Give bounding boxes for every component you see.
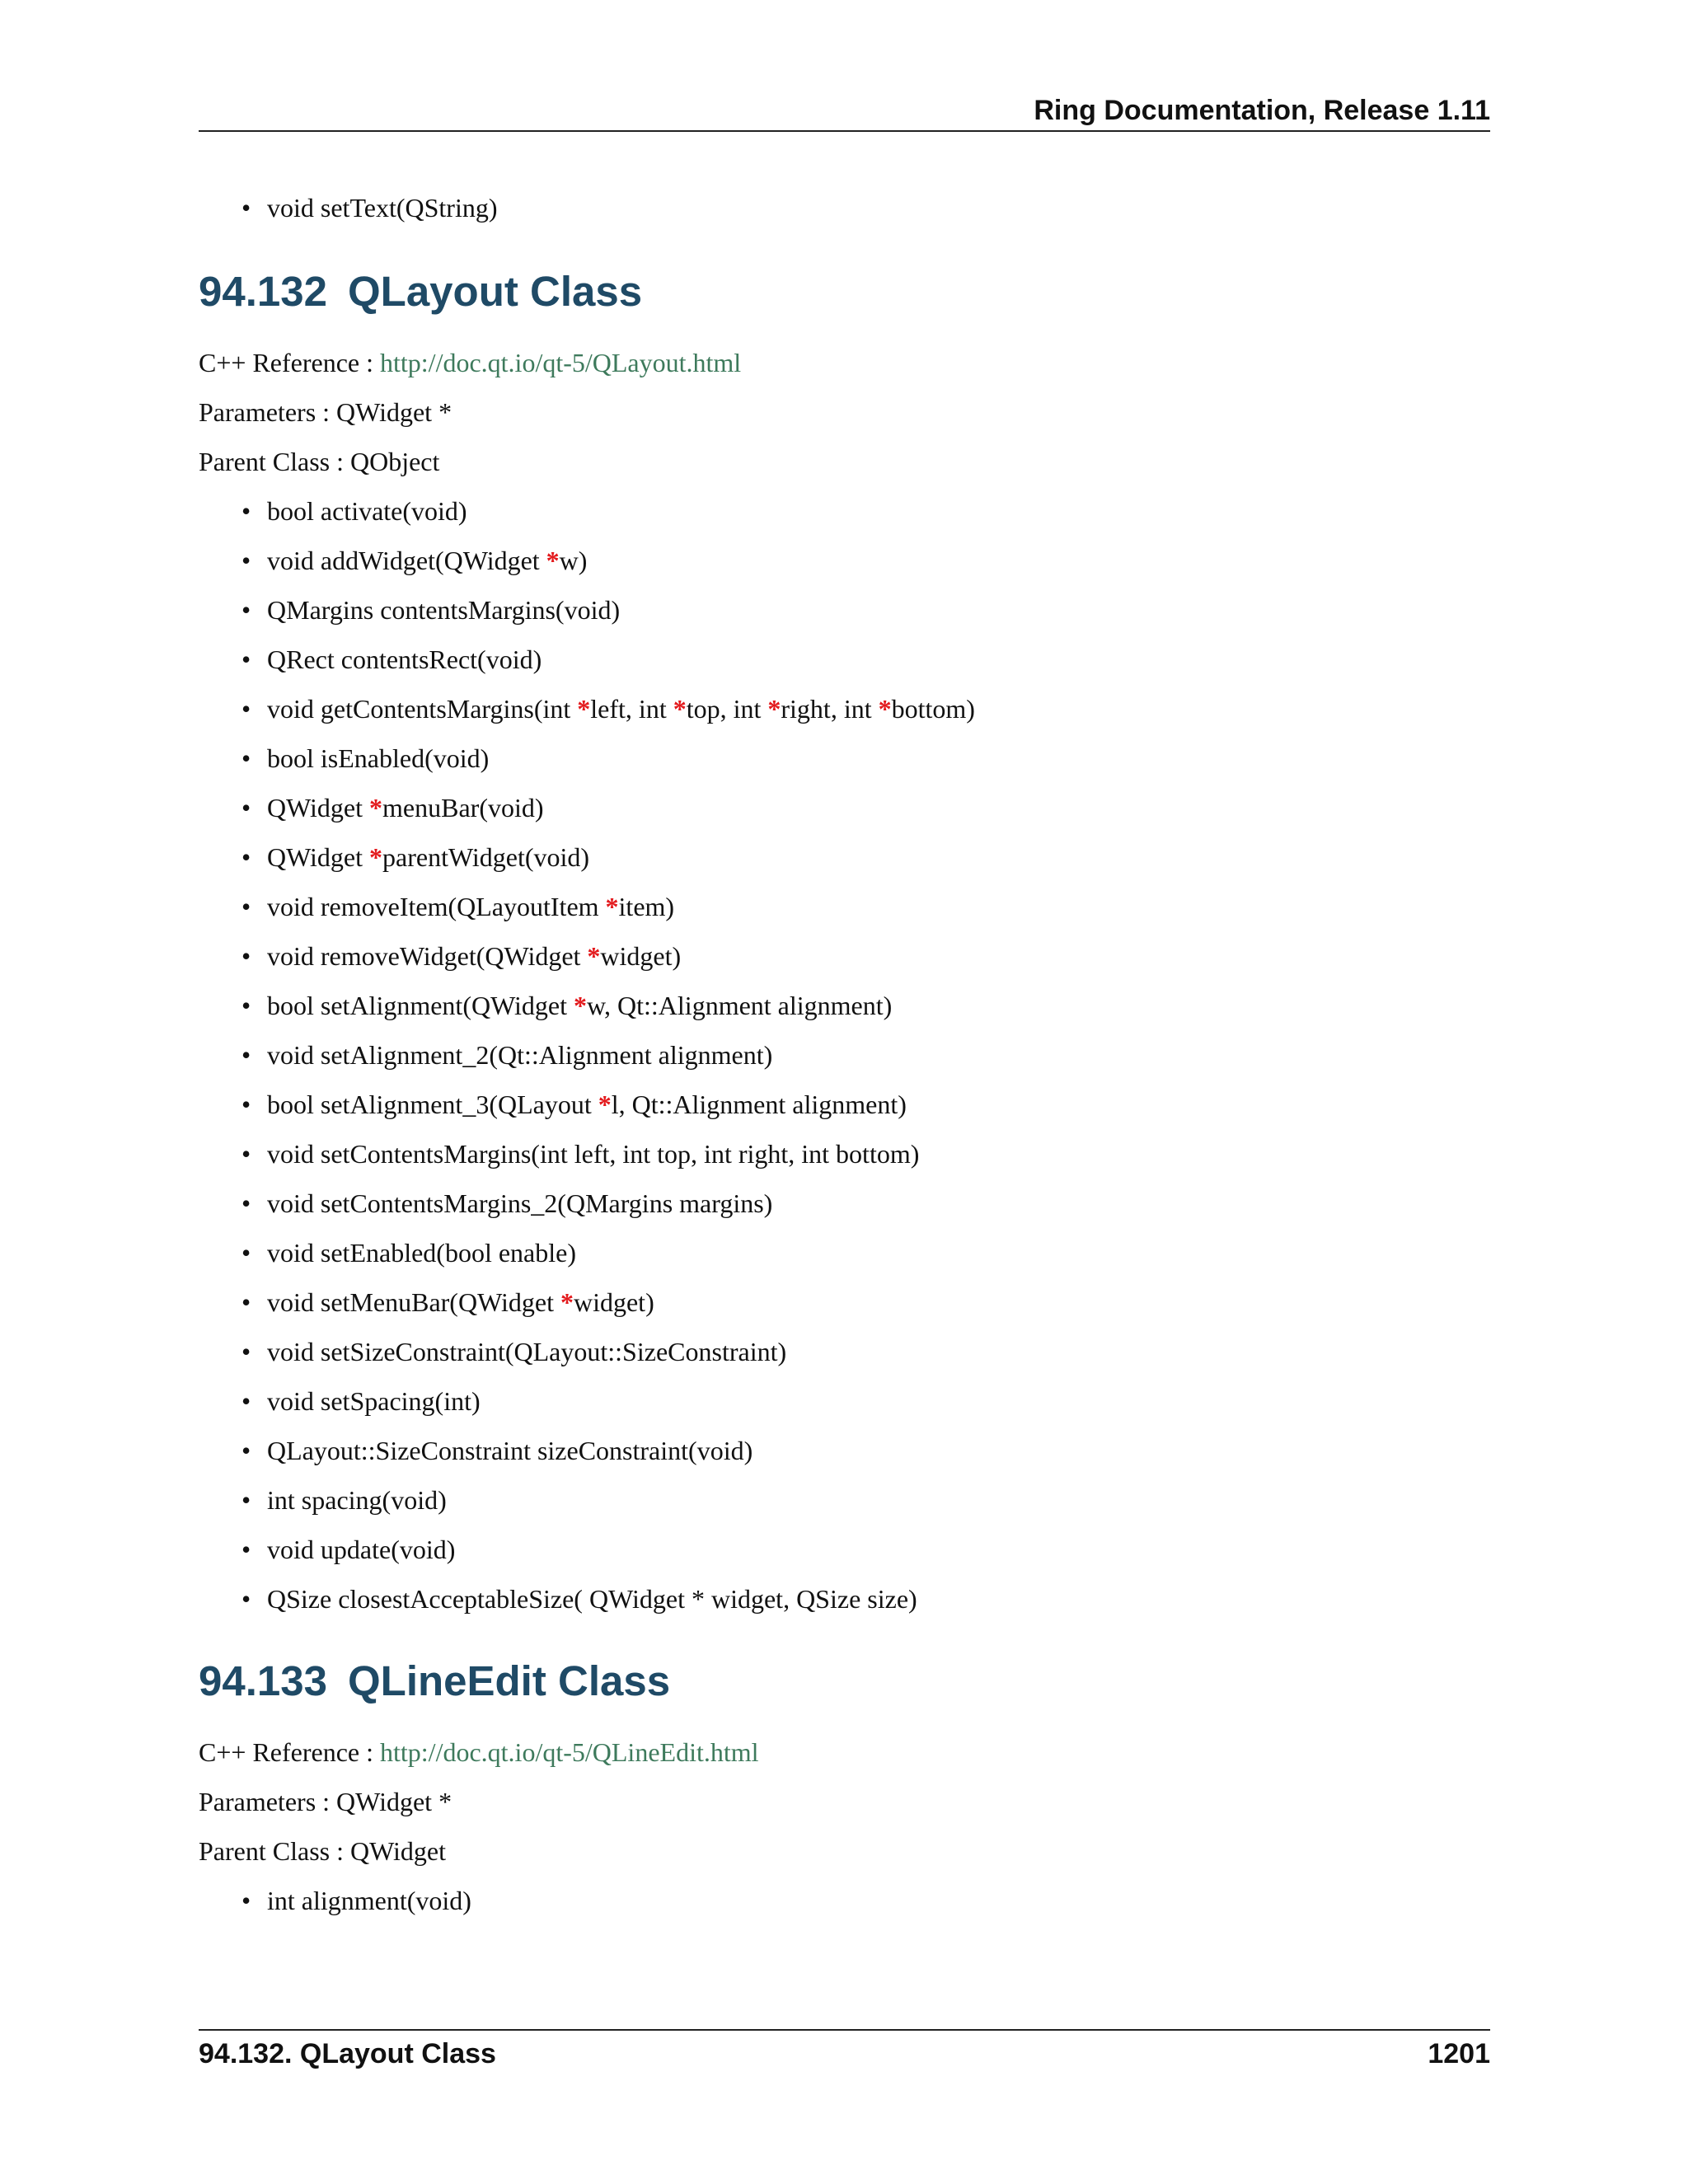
running-footer (199, 2029, 1490, 2072)
cpp-reference (199, 1736, 1490, 1769)
signature-text: void removeItem(QLayoutItem (267, 892, 606, 921)
signature-text: void setSpacing(int) (267, 1386, 481, 1416)
page-content (199, 191, 1490, 1933)
method-signature (267, 742, 1490, 775)
signature-text: QWidget (267, 793, 370, 823)
method-signature (267, 191, 1490, 224)
method-signature (267, 1434, 1490, 1467)
signature-text: l, Qt::Alignment alignment) (611, 1090, 907, 1119)
signature-text: void setSizeConstraint(QLayout::SizeConstraint) (267, 1337, 787, 1366)
signature-text: bool activate(void) (267, 496, 467, 526)
method-signature (267, 544, 1490, 577)
signature-text: menuBar(void) (382, 793, 544, 823)
parent-class-line: Parent Class : QWidget (199, 1836, 446, 1866)
signature-text: widget) (600, 941, 682, 971)
signature-text: QRect contentsRect(void) (267, 644, 542, 674)
method-signature (267, 1385, 1490, 1418)
pointer-star: * (369, 842, 383, 872)
header-title: Ring Documentation, Release 1.11 (1034, 95, 1490, 126)
section-heading-qlayout (199, 267, 1490, 316)
signature-text: parentWidget(void) (382, 842, 590, 872)
document-page (199, 0, 1490, 2184)
signature-text: right, int (781, 694, 879, 724)
section-number: 94.133 (199, 1657, 327, 1704)
signature-text: void setText(QString) (267, 193, 498, 223)
signature-text: bool isEnabled(void) (267, 743, 490, 773)
method-signature (267, 643, 1490, 676)
signature-text: QSize closestAcceptableSize( QWidget * widget, QSize size) (267, 1584, 917, 1614)
footer-section: 94.132. QLayout Class (199, 2038, 496, 2069)
method-signature (267, 593, 1490, 626)
signature-text: void setContentsMargins_2(QMargins margins) (267, 1188, 773, 1218)
method-signature (267, 494, 1490, 527)
signature-text: int spacing(void) (267, 1485, 447, 1515)
intro-method-list (199, 191, 1490, 224)
pointer-star: * (573, 991, 587, 1020)
signature-text: void setMenuBar(QWidget (267, 1287, 560, 1317)
pointer-star: * (605, 892, 619, 921)
signature-text: void setContentsMargins(int left, int top, int right, int bottom) (267, 1139, 920, 1169)
signature-text: w) (559, 546, 588, 575)
method-signature (267, 1038, 1490, 1071)
signature-text: bottom) (891, 694, 975, 724)
method-signature (267, 1187, 1490, 1220)
reference-link[interactable]: http://doc.qt.io/qt-5/QLineEdit.html (380, 1737, 759, 1767)
method-signature (267, 1884, 1490, 1917)
method-signature (267, 841, 1490, 874)
reference-label: C++ Reference : (199, 1737, 380, 1767)
method-signature (267, 1335, 1490, 1368)
signature-text: QMargins contentsMargins(void) (267, 595, 621, 625)
signature-text: void getContentsMargins(int (267, 694, 578, 724)
pointer-star: * (673, 694, 687, 724)
pointer-star: * (560, 1287, 574, 1317)
signature-text: QLayout::SizeConstraint sizeConstraint(void) (267, 1436, 753, 1465)
method-signature (267, 1582, 1490, 1615)
signature-text: void update(void) (267, 1535, 456, 1564)
parent-class-line: Parent Class : QObject (199, 447, 440, 476)
parameters-line: Parameters : QWidget * (199, 397, 452, 427)
reference-label: C++ Reference : (199, 348, 380, 377)
cpp-reference (199, 346, 1490, 379)
section-heading-qlineedit (199, 1657, 1490, 1706)
method-signature (267, 890, 1490, 923)
method-signature (267, 989, 1490, 1022)
pointer-star: * (546, 546, 560, 575)
running-header (199, 91, 1490, 132)
method-list-qlineedit (199, 1884, 1490, 1917)
parameters-line: Parameters : QWidget * (199, 1787, 452, 1816)
signature-text: void removeWidget(QWidget (267, 941, 588, 971)
signature-text: item) (618, 892, 675, 921)
signature-text: QWidget (267, 842, 370, 872)
pointer-star: * (598, 1090, 612, 1119)
method-signature (267, 692, 1490, 725)
method-signature (267, 1483, 1490, 1516)
method-signature (267, 1236, 1490, 1269)
signature-text: left, int (590, 694, 673, 724)
pointer-star: * (767, 694, 781, 724)
section-number: 94.132 (199, 268, 327, 315)
reference-link[interactable]: http://doc.qt.io/qt-5/QLayout.html (380, 348, 742, 377)
signature-text: void setEnabled(bool enable) (267, 1238, 576, 1268)
signature-text: w, Qt::Alignment alignment) (586, 991, 893, 1020)
method-list-qlayout (199, 494, 1490, 1615)
pointer-star: * (577, 694, 591, 724)
method-signature (267, 1286, 1490, 1319)
method-signature (267, 940, 1490, 972)
signature-text: top, int (686, 694, 768, 724)
pointer-star: * (587, 941, 601, 971)
signature-text: int alignment(void) (267, 1886, 471, 1915)
signature-text: bool setAlignment_3(QLayout (267, 1090, 598, 1119)
signature-text: void addWidget(QWidget (267, 546, 546, 575)
signature-text: bool setAlignment(QWidget (267, 991, 574, 1020)
method-signature (267, 1137, 1490, 1170)
signature-text: void setAlignment_2(Qt::Alignment alignment) (267, 1040, 773, 1070)
method-signature (267, 791, 1490, 824)
method-signature (267, 1088, 1490, 1121)
method-signature (267, 1533, 1490, 1566)
section-title: QLayout Class (348, 268, 643, 315)
pointer-star: * (369, 793, 383, 823)
page-number: 1201 (1428, 2038, 1490, 2069)
section-title: QLineEdit Class (348, 1657, 671, 1704)
pointer-star: * (878, 694, 892, 724)
signature-text: widget) (573, 1287, 654, 1317)
